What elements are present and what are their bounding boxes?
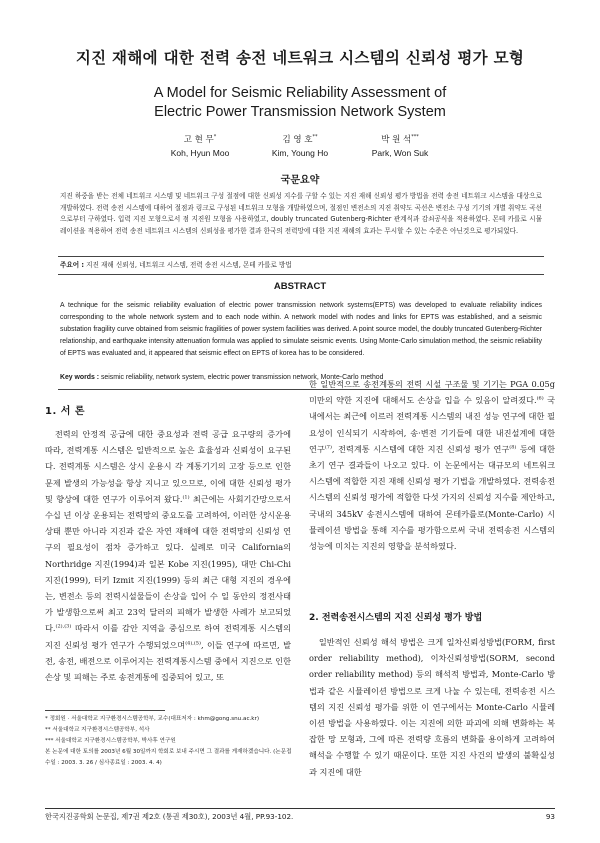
author-2-name-ko: 김 영 호 [282, 135, 313, 145]
author-1 [150, 134, 250, 160]
english-abstract-text: A technique for the seismic reliability evaluation of electric power transmission network systems(EPTS) was developed to evaluate reliability indices corresponding to the whole network system and to each node within. A network model with nodes and links for EPTS was established, and a seismic substation fragility curve obtained from seismic fragilities of power system facilities was derived. A point source model, the doubly truncated Gutenberg-Richter relationship, and earthquake intensity attenuation formula was applied to simulate seismic events. Using Monte-Carlo simulation method, the seismic reliability of EPTS was evaluated and, it appeared that seismic effect on EPTS of korea has to be considered. [60, 302, 542, 357]
author-1-mark: * [213, 134, 217, 141]
paper-title-english [0, 84, 600, 122]
footnote-divider [45, 710, 165, 711]
footnote: 본 논문에 대한 토의를 2003년 6월 30일까지 학회로 보내 주시면 그 결과를 게재하겠습니다. (논문접수일 : 2003. 3. 26 / 심사종료일 : 2003. 4. 4) [45, 749, 292, 766]
body-paragraph: 일반적인 신뢰성 해석 방법은 크게 일차신뢰성방법(FORM, first order reliability method), 이차신뢰성방법(SORM, second order reliability method) 등의 해석적 방법과, Monte-Carlo 방법과 같은 시뮬레이션 방법으로 크게 나눌 수 있는데, 전력송전 시스템의 지진 신뢰성 평가를 위한 이 연구에서는 Monte-Carlo 시뮬레이션 방법을 사용하였다. 이는 지진에 의한 파괴에 의해 변화하는 복잡한 망 모형과, 그에 따른 전력량 흐름의 변화를 용이하게 고려하여 해석을 수행할 수 있기 때문이다. 또한 지진 사건의 발생의 불확실성과 지진에 대한 [309, 637, 555, 777]
author-3 [350, 134, 450, 160]
section-2-heading: 2. 전력송전시스템의 지진 신뢰성 평가 방법 [309, 613, 483, 623]
korean-keywords-label: 주요어 : [60, 261, 85, 269]
right-column-body [309, 376, 555, 554]
journal-citation: 한국지진공학회 논문집, 제7권 제2호 (통권 제30호), 2003년 4월, PP.93-102. [45, 812, 294, 821]
korean-keywords-text: 지진 재해 신뢰성, 네트워크 시스템, 전력 송전 시스템, 몬테 카를로 방법 [86, 261, 292, 269]
left-column-body [45, 426, 291, 685]
author-1-name-en: Koh, Hyun Moo [170, 148, 230, 158]
english-keywords-label: Key words : [60, 374, 100, 381]
title-en-line-2: Electric Power Transmission Network System [154, 104, 446, 120]
page-number: 93 [545, 812, 555, 821]
footnote: * 정회원 · 서울대학교 지구환경시스템공학부, 교수(대표저자 : khm@gong.snu.ac.kr) [45, 716, 260, 722]
author-3-name-en: Park, Won Suk [371, 148, 429, 158]
section-1-heading: 1. 서 론 [45, 406, 86, 417]
korean-abstract-heading: 국문요약 [280, 175, 320, 186]
right-column-body-section-2 [309, 634, 555, 780]
author-1-name-ko: 고 현 무 [183, 135, 214, 145]
author-list [150, 134, 450, 160]
title-en-line-1: A Model for Seismic Reliability Assessment of [153, 85, 447, 101]
author-2-name-en: Kim, Young Ho [271, 148, 329, 158]
divider-line [58, 274, 544, 275]
korean-keywords [60, 260, 542, 270]
paper-title-korean: 지진 재해에 대한 전력 송전 네트워크 시스템의 신뢰성 평가 모형 [75, 49, 525, 67]
author-3-mark: *** [411, 134, 419, 141]
body-paragraph: 한 일반적으로 송전계통의 전력 시설 구조물 및 기기는 PGA 0.05g 미만의 약한 지진에 대해서도 손상을 입을 수 있음이 알려졌다.$^{(6)}$ 국내에서는 최근에 이르러 전력계통 시스템의 내진 성능 연구에 대한 필요성이 인식되기 시작하여, 송·변전 기기들에 대한 내진설계에 대한 연구$^{(7)}$, 전력계통 시스템에 대한 지진 신뢰성 평가 연구$^{(8)}$ 등에 대한 초기 연구 결과들이 나오고 있다. 이 논문에서는 대규모의 네트워크 시스템에 적합한 지진 재해 신뢰성 평가 기법을 개발하였다. 전력송전 시스템의 신뢰성 평가에 적합한 다섯 가지의 신뢰성 지수를 제안하고, 국내의 345kV 송전시스템에 대하여 몬테카를로(Monte-Carlo) 시뮬레이션 방법을 통해 지수를 평가함으로써 국내 전력송전 시스템의 성능에 미치는 지진의 영향을 분석하였다. [309, 379, 556, 552]
korean-abstract-text: 지진 하중을 받는 전체 네트워크 시스템 및 네트워크 구성 절점에 대한 신뢰성 지수를 구할 수 있는 지진 재해 신뢰성 평가 방법을 전력 송전 네트워크 시스템을 대상으로 개발하였다. 전력 송전 시스템에 대하여 절점과 링크로 구성된 네트워크 모형을 개발하였으며, 절점인 변전소의 지진 취약도 곡선은 변전소 구성 기기의 개별 취약도 곡선으로부터 구하였다. 입력 지진 모형으로서 점 지진원 모형을 사용하였고, doubly truncated Gutenberg-Richter 관계식과 감쇠공식을 적용하였다. 몬테 카를로 시뮬레이션을 적용하여 전력 송전 네트워크 시스템의 신뢰성을 평가한 결과 한국의 전력망에 대한 지진 재해의 효과는 무시할 수 있는 수준은 아닌것으로 평가되었다. [60, 192, 542, 236]
footnotes [45, 714, 295, 769]
body-paragraph: 전력의 안정적 공급에 대한 중요성과 전력 공급 요구량의 증가에 따라, 전력계통 시스템은 일반적으로 높은 효율성과 신뢰성이 요구된다. 전력계통 시스템은 상시 운용시 각 계통기기의 고장 등으로 인한 문제 발생의 가능성을 항상 지니고 있으므로, 이에 대한 신뢰성 평가 및 향상에 대한 연구가 이루어져 왔다.$^{(1)}$ 최근에는 사회기간망으로서 수십 년 이상 운용되는 전력망의 중요도를 고려하여, 이러한 상시운용상태 뿐만 아니라 지진과 같은 자연 재해에 대한 전력망의 신뢰성 연구의 필요성이 점차 증가하고 있다. 실례로 미국 California의 Northridge 지진(1994)과 일본 Kobe 지진(1995), 대만 Chi-Chi 지진(1999), 터키 Izmit 지진(1999) 등의 최근 대형 지진의 경우에는, 변전소 등의 전력시설물들이 손상을 입어 수 일 동안의 정전사태가 발생함으로써 최고 23억 달러의 피해가 발생한 사례가 보고되었다.$^{(2),(3)}$ 따라서 이를 감안 지역을 중심으로 하여 전력계통 시스템의 지진 신뢰성 평가 연구가 수행되었으며$^{(4),(5)}$, 이들 연구에 따르면, 발전, 송전, 배전으로 이루어지는 전력계통시스템 중에서 지진으로 인한 손상 및 피해는 주로 송전계통에 집중되어 있고, 또 [45, 429, 291, 683]
author-3-name-ko: 박 원 석 [381, 135, 412, 145]
footnote: ** 서울대학교 지구환경시스템공학부, 석사 [45, 727, 150, 733]
english-abstract-heading: ABSTRACT [273, 281, 327, 292]
author-2 [250, 134, 350, 160]
footnote: *** 서울대학교 지구환경시스템공학부, 박사후 연구원 [45, 738, 176, 744]
author-2-mark: ** [312, 134, 318, 141]
english-keywords-text: seismic reliability, network system, electric power transmission network, Monte-Carlo method [100, 374, 384, 381]
divider-line [58, 256, 544, 257]
footer-divider [45, 808, 555, 809]
